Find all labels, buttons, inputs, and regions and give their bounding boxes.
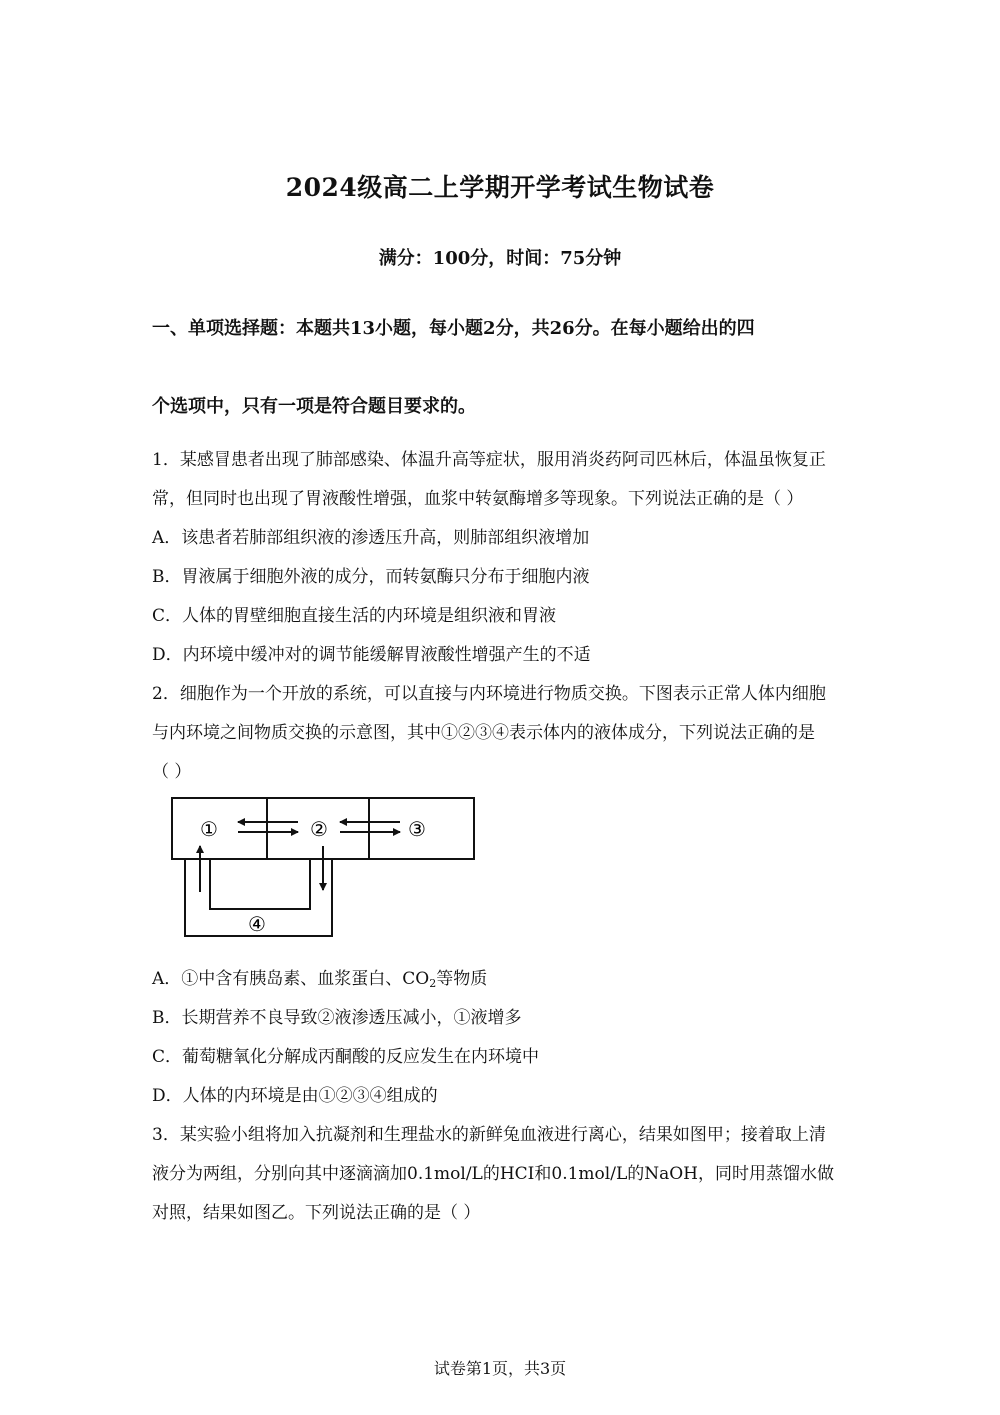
q3-stem-line2: 液分为两组，分别向其中逐滴滴加0.1mol/L的HCI和0.1mol/L的NaOH，同时用蒸馏水做	[152, 1164, 835, 1184]
q2-option-a-text: A．①中含有胰岛素、血浆蛋白、CO	[152, 969, 430, 989]
diagram-lymph-inner-path	[210, 859, 310, 909]
q1-stem-line1: 1．某感冒患者出现了肺部感染、体温升高等症状，服用消炎药阿司匹林后，体温虽恢复正	[152, 450, 826, 470]
q3-stem-line1: 3．某实验小组将加入抗凝剂和生理盐水的新鲜兔血液进行离心，结果如图甲；接着取上清	[152, 1125, 826, 1145]
q2-stem-line3: （ ）	[152, 762, 192, 782]
section-heading-line2: 个选项中，只有一项是符合题目要求的。	[152, 396, 476, 417]
q2-option-a	[152, 964, 852, 990]
q2-option-d: D．人体的内环境是由①②③④组成的	[152, 1086, 438, 1106]
page-subtitle: 满分：100分，时间：75分钟	[378, 248, 622, 269]
q1-option-c: C．人体的胃壁细胞直接生活的内环境是组织液和胃液	[152, 606, 557, 626]
diagram-label-3: ③	[408, 817, 426, 841]
q2-option-b: B．长期营养不良导致②液渗透压减小，①液增多	[152, 1008, 522, 1028]
page-footer: 试卷第1页，共3页	[433, 1359, 567, 1378]
q2-stem-line2: 与内环境之间物质交换的示意图，其中①②③④表示体内的液体成分，下列说法正确的是	[152, 723, 815, 743]
q1-option-b: B．胃液属于细胞外液的成分，而转氨酶只分布于细胞内液	[152, 567, 590, 587]
section-heading-line1: 一、单项选择题：本题共13小题，每小题2分，共26分。在每小题给出的四	[152, 318, 755, 339]
q3-stem-line3: 对照，结果如图乙。下列说法正确的是（ ）	[152, 1203, 481, 1223]
diagram-label-2: ②	[310, 817, 328, 841]
q2-stem-line1: 2．细胞作为一个开放的系统，可以直接与内环境进行物质交换。下图表示正常人体内细胞	[152, 684, 826, 704]
q1-option-a: A．该患者若肺部组织液的渗透压升高，则肺部组织液增加	[152, 528, 590, 548]
q2-option-a-tail: 等物质	[436, 969, 488, 989]
diagram-label-4: ④	[248, 912, 266, 936]
page-title: 2024级高二上学期开学考试生物试卷	[285, 173, 715, 202]
fluid-exchange-diagram	[170, 796, 480, 944]
q2-option-a-subscript: 2	[429, 977, 437, 990]
q2-option-c: C．葡萄糖氧化分解成丙酮酸的反应发生在内环境中	[152, 1047, 540, 1067]
q1-stem-line2: 常，但同时也出现了胃液酸性增强，血浆中转氨酶增多等现象。下列说法正确的是（ ）	[152, 489, 804, 509]
diagram-label-1: ①	[200, 817, 218, 841]
q1-option-d: D．内环境中缓冲对的调节能缓解胃液酸性增强产生的不适	[152, 645, 591, 665]
